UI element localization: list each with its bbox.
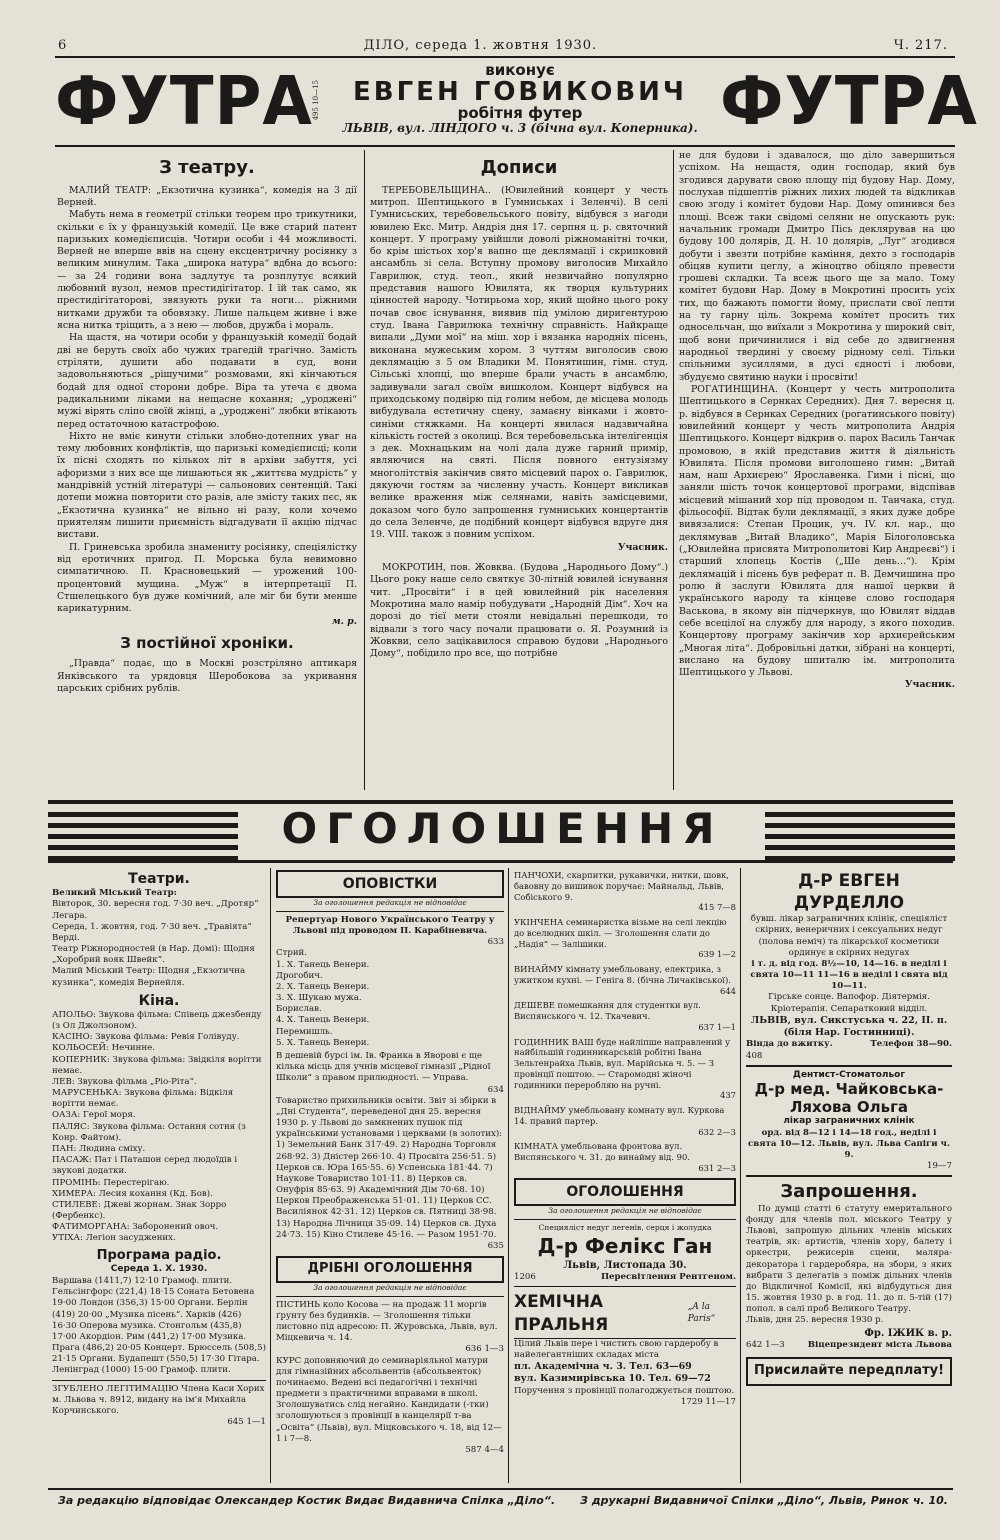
ads-column-4: Д-Р ЕВГЕН ДУРДЕЛЛО бувш. лікар заграничних клінік, спеціяліст скірних, венеричних і сексуальних недуг (полова неміч) та лікарської косметики ординує в скірних недугах і т. д. від год. 8½—10, 14—16. в неділі і свята 10—11 11—16 в неділі і свята від 10—11. Гірське сонце. Вапофор. Діятермія. Кріотерапія. Сепаратковий відділ. ЛЬВІВ, вул. Сикстуська ч. 22, ІІ. п. (біля Нар. Гостинниці). Вінда до вжитку. Телефон 38—90. 408 Дентист-Стоматольог Д-р мед. Чайковська-Ляхова Ольга лікар заграничних клінік орд. від 8—12 і 14—18 год., неділі і свята 10—12. Львів, вул. Льва Сапіги ч. 9. 19—7 Запрошення. По думці статті 6 статуту емеритального фонду для членів пол. міського Театру у Львові, запрошую дільних членів міських театрів, як: артистів, членів хору, балету і оркестри, режисерів сцени, маляра-декоратора і гардеробяра, на збори, з яких вибрати 3 делегатів з поміж дільних членів до Відкличної Комісії, які відбудуться дня 15. жовтня 1930 р. в год. 11. до п. 5-тій (17) попол. в салі проб Великого Театру. Львів, дня 25. вересня 1930 р. Фр. ІЖИК в. р. 642 1—3 Віцепрезидент міста Львова Присилайте передплату! <box>746 870 952 1482</box>
fur-title-left: ФУТРА <box>55 63 313 141</box>
dopysy-rohatyn: РОГАТИНЩИНА. (Концерт у честь митрополита Шептицького в Сернках Середних). Дня 7. вересня ц. р. відбувся в Сернках Середних (рогатинського повіту) ювилейний концерт у честь митрополита Андрія Шептицького. Концерт відкрив о. парох Василь Танчак промовою, в якій представив життя й діяльність Ювилята. Після промови виголошено гимн: „Витай нам, наш Архиєрею“ Ярославенка. Гимн і пісні, що заняли шість точок концертової програми, відспівав місцевий мішаний хор під проводом п. Танчака, студ. фільософії. Відтак були деклямації, з яких дуже добре вивязалися: Степан Процик, уч. IV. кл. нар., що деклямував „Витай Владико“, Марія Білоголовська („Ювилейна присвята Митрополитові Кир Андреєві“) і старший хлопець Костів („Ше день…“). Крім деклямацій і пісень був реферат п. В. Демчишина про ролю й заслуги Ювилята для нашої церкви й українського народу та кінцеве слово господаря Васькова, в якому він підчеркнув, що Ювилят віддав себе всецілої на службу для народу, з якого походив. Концертову програму закінчив хор архиєрейським „Многая літа“. Добровільні датки, зібрані на концерті, вислано на будову шпиталю ім. митрополита Шептицького у Львові. <box>679 383 955 679</box>
fur-ad-name: ЕВГЕН ГОВИКОВИЧ <box>353 76 687 107</box>
cinema-listing: ОАЗА: Герої моря. <box>52 1110 136 1121</box>
radio-date: Середа 1. Х. 1930. <box>110 1264 208 1275</box>
banner-stripes-right <box>765 812 955 861</box>
teacher-ad: УКІНЧЕНА семинаристка візьме на селі лекцію до вселюдних шкіл. — Зголошення слати до „Надія“ — Залішики. 639 1—2 <box>514 917 736 960</box>
cinema-listing: УТІХА: Легіон засуджених. <box>52 1233 176 1244</box>
col-divider-2 <box>673 150 674 790</box>
chronicle-title: З постійної хроніки. <box>120 633 294 652</box>
theatre-listing: Театр Ріжнородностей (в Нар. Домі): Щодня „Хоробрий вояк Швейк“. <box>52 944 255 966</box>
doctor-han-name: Д-р Фелікс Ган <box>537 1234 713 1259</box>
dentist-title: Дентист-Стоматольог <box>792 1069 906 1080</box>
header-rule <box>55 56 955 58</box>
pistyn-ad: ПІСТИНЬ коло Косова — на продаж 11 моргів ґрунту без будинків. — Зголошення тільки листовно під адресою: П. Журовська, Львів, вул. Міцкевича ч. 14. <box>276 1299 498 1344</box>
repertoire-code: 633 <box>487 937 504 948</box>
ad-divider-3 <box>740 868 741 1483</box>
durdello-extra: Гірське сонце. Вапофор. Діятермія. Кріотерапія. Сепаратковий відділ. <box>768 992 930 1014</box>
dopysy-sign-1: Учасник. <box>617 541 668 553</box>
theatre-sign: м. р. <box>331 615 357 627</box>
theatres-title: Театри. <box>128 871 190 887</box>
watchmaker-ad: ГОДИННИК ВАШ буде найліпше направлений у найбільшій годинникарській робітні Івана Зельтенрайха Львів, вул. Марійська ч. 5. — З провінції поштою. — Старомодні жіночі годинники переробляю на ручні. 437 <box>514 1036 736 1101</box>
dopysy-mokrotyn-cont: не для будови і здавалося, що діло завершиться успіхом. На нещастя, один господар, який був згодився дарувати свою площу під будову Нар. Дому, послухав підшептів ріжних лихих людей та відкликав свою згоду і комітет будови Нар. Дому опинився без площі. Всеж таки свідомі селяни не опускають рук: начальник громади Дмитро Пісь деклярував на цю будову 100 долярів, Д. Н. 10 долярів, „Луг“ згодився добути і звезти потрібне каміння, дехто з господарів обіцяв купити цеглу, а жіноцтво обіцяло превести грошеві складки. Та всеж цього ще за мало. Тому комітет будови Нар. Дому в Мокротині просить усіх тих, що бажають помогти йому, прислати свої лепти на ту гарну ціль. Зокрема комітет просить тих односельчан, що виїхали з Мокротина у широкий світ, щоб вони причинилися і від себе до здвигнення народньої твердині у своєму рідному селі. Тільки спільними зусиллями, в дусі єдності і любови, збудуємо святиню науки і просвіти! <box>679 150 955 383</box>
course-code: 587 4—4 <box>465 1444 504 1455</box>
page-footer <box>58 1494 948 1507</box>
course-ad: КУРС доповняючий до семинаріяльної матури для гімназійних абсольвентів (абсольвенток) починаємо. Ведені всі педагогічні і технічні предмети з практичними вправами в школі. Зголошуватись слід негайно. Кандидати (-тки) зголошуються з провінції в канцелярії т-ва „Освіта“ (Львів), вул. Міцковського ч. 18, від 12—1 і 7—8. <box>276 1355 502 1444</box>
ads-banner: ОГОЛОШЕННЯ <box>281 804 724 853</box>
cinema-listing: КОЛЬОСЕЙ: Нечинне. <box>52 1043 155 1054</box>
room-ad-1: ВИНАЙМУ кімнату умебльовану, електрика, з ужитком кухні. — Геніга 8. (бічна Личаківської). 644 <box>514 964 736 996</box>
dopysy-title: Дописи <box>480 157 558 178</box>
repertoire-item: Перемишль. <box>276 1026 333 1037</box>
repertoire-item: 3. Х. Шукаю мужа. <box>276 993 362 1004</box>
stockings-ad: ПАНЧОХИ, скарпитки, рукавички, нитки, шовк, бавовну до вишивок поручає: Майнальд, Львів, Собіського 9. 415 7—8 <box>514 870 736 913</box>
banner-stripes-left <box>48 812 238 861</box>
cinema-listing: ФАТИМОРГАНА: Заборонений овоч. <box>52 1222 219 1233</box>
pistyn-code: 636 1—3 <box>465 1344 504 1355</box>
small-ads-title: ДРІБНІ ОГОЛОШЕННЯ <box>276 1256 504 1283</box>
repertoire-item: Стрий. <box>276 948 308 959</box>
durdello-address: ЛЬВІВ, вул. Сикстуська ч. 22, ІІ. п. (біля Нар. Гостинниці). <box>750 1014 948 1039</box>
dopysy-column-3 <box>679 150 955 790</box>
lost-id-ad: ЗГУБЛЕНО ЛЕГІТИМАЦІЮ Члена Каси Хорих м. Львова ч. 8912, видану на ім'я Михайла Корчинського. <box>52 1383 265 1416</box>
society-report: Товариство прихильників освіти. Звіт зі збірки в „Дні Студента“, переведеної дня 25. вересня 1930 р. у Львові до замкнених пушок під українськими установами і церквами (в золотих): 1) Земельний Банк 317·49. 2) Народна Торговля 268·92. 3) Дністер 266·10. 4) Просвіта 256·51. 5) Церков св. Юра 165·55. 6) Успенська 181·44. 7) Наукове Товариство 101·11. 8) Церков св. Онуфрія 85·63. 9) Академічний Дім 70·68. 10) Церков Преображенська 51·01. 11) Церков СС. Василіянок 42·31. 12) Церков св. Пятниці 38·98. 13) Народна Лічниця 35·09. 14) Церков св. Духа 24·73. 15) Кіно Стилеве 45·16. — Разом 1951·70. <box>276 1095 503 1240</box>
dopysy-mokrotyn: МОКРОТИН, пов. Жовква. (Будова „Народнього Дому“.) Цього року наше село святкує 30-літній ювилей існування чит. „Просвіти“ і в цей ювилейний рік населення Мокротина мало намір побудувати „Народній Дім“. Хоч на дорозі до тієї мети стояли невідальні перешкоди, то відвали з того часу почали працювати о. Я. Розумний із Жовкви, село зацікавилося справою будови „Народнього Дому“, побідило про все, що потрібне <box>370 561 668 660</box>
bursa-code: 634 <box>487 1084 504 1095</box>
fur-ad-code: 495 10—15 <box>312 80 320 121</box>
durdello-title: Д-Р ЕВГЕН ДУРДЕЛЛО <box>793 871 905 914</box>
repertoire-item: Борислав. <box>276 1004 322 1015</box>
issue-number: Ч. 217. <box>893 38 948 53</box>
society-code: 635 <box>487 1240 504 1251</box>
repertoire-item: 2. Х. Танець Венери. <box>276 981 370 992</box>
theatre-para-1: Мабуть нема в геометрії стільки теорем про трикутники, скільки є їх у французькій комедії. Це вже старий патент паризьких комедієписців. Чотири особи і 44 можливості. Верней не вперше ввів на сцену ексцентричну росіянку з великим минулим. Така „широка натура“ вдбна до всього: — за 24 години вона задлутує та розплутує всякий любовний вузол, немов престидігітатор. І їй так само, як престидігітаторові, звязують руки та ноги… ріжними нитками дружби та обовязку. Лише пальцем живне і вже ясна нитка тріщить, а з нею — любов, дружба і мораль. <box>57 209 357 332</box>
cinema-listing: ЛЕВ: Звукова фільма „Ріо-Ріта“. <box>52 1076 197 1087</box>
theatre-listing: Середа, 1. жовтня, год. 7·30 веч. „Травіята“ Верді. <box>52 921 252 943</box>
durdello-code: 408 <box>746 1050 763 1061</box>
dentist-name: Д-р мед. Чайковська-Ляхова Ольга <box>754 1080 944 1116</box>
fur-ad-address: ЛЬВІВ, вул. ЛІНДОГО ч. 3 (бічна вул. Коперника). <box>342 120 698 135</box>
durdello-text: бувш. лікар заграничних клінік, спеціяліст скірних, венеричних і сексуальних недуг (полова неміч) та лікарської косметики ординує в скірних недугах <box>750 914 948 958</box>
repertoire-item: 4. Х. Танець Венери. <box>276 1015 370 1026</box>
ads-column-2 <box>276 870 504 1480</box>
room-ad-3: КІМНАТА умебльована фронтова вул. Виспянського ч. 31. до винайму від. 90. 631 2—3 <box>514 1141 736 1173</box>
cinema-listing: СТИЛЕВЕ: Джеві жорнам. Знак Зорро (Фербенкс). <box>52 1199 227 1222</box>
student-lodging-ad: ДЕШЕВЕ помешкання для студентки вул. Виспянського ч. 12. Ткачевич. 637 1—1 <box>514 1000 736 1032</box>
theatre-lead: МАЛИЙ ТЕАТР: „Екзотична кузинка“, комедія на 3 дії Верней. <box>57 184 357 208</box>
ads-column-3 <box>514 870 736 1480</box>
cinema-listing: АПОЛЬО: Звукова фільма: Співець джезбенду (з Ол Джолзоном). <box>52 1009 262 1032</box>
cinema-listing: ПАН: Людина сміху. <box>52 1143 146 1154</box>
fur-ad-line1: виконує <box>485 61 555 79</box>
theatre-column <box>57 150 357 790</box>
invitation-text: По думці статті 6 статуту емеритального фонду для членів пол. міського Театру у Львові, запрошую дільних членів міських театрів, як: артистів, членів хору, балету і оркестри, режисерів сцени, маляра-декоратора і гардеробяра, на збори, з яких вибрати 3 делегатів з поміж дільних членів до Відкличної Комісії, які відбудуться дня 15. жовтня 1930 р. в год. 11. до п. 5-тій (17) попол. в салі проб Великого Театру. <box>746 1203 952 1315</box>
bursa-ad: В дешевій бурсі ім. Ів. Франка в Яворові є ще кілька місць для учнів місцевої гімназії „Рідної Школи“ з правом прилюдності. — Управа. <box>276 1051 491 1084</box>
repertoire-item: Дрогобич. <box>276 970 323 981</box>
page-header <box>58 38 948 53</box>
lost-id-code: 645 1—1 <box>227 1417 266 1428</box>
dopysy-sign-3: Учасник. <box>904 679 955 691</box>
fur-ad-line3: робітня футер <box>457 104 583 123</box>
theatre-para-4: П. Гриневська зробила знамениту росіянку, спеціялістку від еротичних пригод. П. Морська була невимовно симпатичною. П. Красновецький — урожений 100-процентовий мущина. „Муж“ в інтерпретації П. Стшелецького був дуже комічний, але міг би бути менше карикатурним. <box>57 541 357 615</box>
ad-divider-2 <box>508 868 509 1483</box>
cinema-listing: ПАСАЖ: Пат і Паташон серед людоїдів і звукові додатки. <box>52 1155 238 1177</box>
repertoire-item: 1. Х. Танець Венери. <box>276 959 370 970</box>
ads-note-2: За оголошення редакція не відповідає <box>548 1205 702 1215</box>
fur-title-right: ФУТРА <box>720 63 978 141</box>
theatre-para-3: Ніхто не вміє кинути стільки злобно-дотепних уваг на тему любовних конфліктів, що паризькі комедієписці; коли їх пісні сходять по кількох літ в архіви забуття, усі афоризми з них все ще лишаються як „життєва мудрість“ у мандрівній устній літературі — сальонових сентенцій. Такі дотепи можна повторити сто разів, але змісту таких пєс, як „Екзотична кузинка“ не вільно ні разу, коли хочемо приятелям лишити приємність відгадувати її акцію підчас вистави. <box>57 430 357 541</box>
theatre-para-2: На щастя, на чотири особи у французькій комедії бодай дві не беруть своїх або чужих трагедій трагічно. Замість стріляти, душити або подавати в суд, вони задовольняються „рішучими“ розмовами, які кінчаються бодай для одної сторони добре. Віра та утеча є двома радикальними ліками на нещасне кохання; „уроджені“ мужі вірять сліпо своїй жінці, а „уроджені“ любки втікають перед остаточною катастрофою. <box>57 332 357 430</box>
chronicle-text: „Правда“ подає, що в Москві розстріляно аптикаря Янківського та урядовця Шеробокова за укривання царських срібних рублів. <box>57 658 357 695</box>
laundry-ad: ХЕМІЧНА ПРАЛЬНЯ „A la Paris“ Цілий Львів пере і чистить свою гардеробу в найелегантніших складах міста пл. Академічна ч. 3. Тел. 63—69 вул. Казимирівська 10. Тел. 69—72 Поручення з провінції полагоджується поштою. 1729 11—17 <box>514 1292 736 1407</box>
top-rule <box>55 145 955 147</box>
col-divider-1 <box>364 150 365 790</box>
announcements-note: За оголошення редакція не відповідає <box>313 898 467 908</box>
room-ad-2: ВІДНАЙМУ умебльовану комнату вул. Куркова 14. правий партер. 632 2—3 <box>514 1105 736 1137</box>
cinema-listing: ПРОМІНЬ: Перестерігаю. <box>52 1177 170 1188</box>
banner-rule-bottom <box>48 860 953 863</box>
fur-ad-center <box>335 63 705 134</box>
masthead: ДІЛО, середа 1. жовтня 1930. <box>363 38 598 53</box>
dopysy-column <box>370 150 668 790</box>
cinema-listing: ПАЛЯС: Звукова фільма: Остання сотня (з Конр. Файтом). <box>52 1121 246 1143</box>
repertoire-item: 5. Х. Танець Венери. <box>276 1037 370 1048</box>
dopysy-terebovlya: ТЕРЕБОВЕЛЬЩИНА.. (Ювилейний концерт у честь митроп. Шептицького в Гумниськах і Зеленчі). В селі Гумнисьских, теребовельського повіту, відбувся з нагоди ювилею Екс. Митр. Андрія дня 17. серпня ц. р. святочний концерт. У програму увійшли доволі ріжноманітні точки, бо крім шістьох хор'я вапно ще деклямації і скрипковий ансамбль зі села. Вступну промову виголосив Михайло Гаврилюк, студ. теол., який незвичайно популярно представив нашого Ювилята, як творця культурних цінностей народу. Чотирьома хор, який щойно цього року почав своє існування, виявив під умілою диригентурою студ. Івана Гаврилюка технічну справність. Найкраще випали „Думи мої“ на міш. хор і вязанка народніх пісень, виконана мужеським хором. З чуттям виголосив свою деклямацію з 5 ом Владики М. Понятишин, гімн. студ. Сільські хлопці, що вперше брали участь в ансамблю, задивували загал своїм вишколом. Концерт відбувся на приходському подвірю під голим небом, де місцева молодь вибудувала естетичну сцену, замаєну вінками і жовто-синіми стяжками. На концерті явилася надзвичайна кількість гостей з околиці. Вся теребовельська інтелігенція з дек. Мохнацьким на чолі дала дуже гарний примір, являючися на святі. Після повного ентузіязму многолітствія закінчив свято місцевий парох о. Гаврилюк, дякуючи гостям за численну участь. Концерт викликав велике враження між селянами, навіть замісцевими, доказом чого було запрошення гумниських концертантів до села Зеленче, де подібний концерт відбувся вдруге дня 19. VIII. також з повним успіхом. <box>370 184 668 541</box>
invitation-title: Запрошення. <box>780 1181 918 1203</box>
radio-program: Варшава (1411,7) 12·10 Грамоф. плити. Гельсінгфорс (221,4) 18·15 Соната Бетовена 19·00 Лондон (356,3) 15·00 Органи. Берлін (419) 20·00 „Музика пісень“. Харків (426) 16·30 Оперова музика. Стонгольм (435,8) 17·00 Акордіон. Рим (441,2) 17·00 Музика. Прага (486,2) 20·05 Концерт. Брюссель (508,5) 21·15 Органи. Будапешт (550,5) 17·30 Гітара. Ленінград (1000) 15·00 Грамоф. плити. <box>52 1276 266 1376</box>
cinema-listing: КАСІНО: Звукова фільма: Ревія Голівуду. <box>52 1032 240 1043</box>
footer-rule <box>48 1488 953 1490</box>
ad-divider-1 <box>270 868 271 1483</box>
subscribe-box: Присилайте передплату! <box>746 1357 952 1386</box>
ads-title-2: ОГОЛОШЕННЯ <box>514 1178 736 1206</box>
ads-column-1 <box>52 870 266 1480</box>
footer-editor: За редакцію відповідає Олександер Костик Видає Видавнича Спілка „Діло“. <box>58 1494 556 1507</box>
cinema-listing: МАРУСЕНЬКА: Звукова фільма: Відкіля ворітти немає. <box>52 1088 234 1110</box>
laundry-title: ХЕМІЧНА ПРАЛЬНЯ <box>514 1292 609 1335</box>
repertoire-title: Репертуар Нового Українського Театру у Львові під проводом П. Карабіневича. <box>285 914 495 937</box>
small-ads-note: За оголошення редакція не відповідає <box>313 1282 467 1292</box>
doctor-han-ad: Специяліст недуг легенів, серця і жолудка Д-р Фелікс Ган Львів, Листопада 30. 1206 Пересвітлення Рентгеном. <box>514 1219 736 1287</box>
theatre-listing: Вівторок, 30. вересня год. 7·30 веч. „Дротяр“ Легара. <box>52 899 259 921</box>
cinema-listing: КОПЕРНИК: Звукова фільма: Звідкіля ворітти немає. <box>52 1054 262 1076</box>
cinema-listing: ХИМЕРА: Лесия кохання (Кд. Бов). <box>52 1188 213 1199</box>
page-number: 6 <box>58 38 68 53</box>
theatre-listing: Малий Міський Театр: Щодня „Екзотична кузинка“, комедія Вернейля. <box>52 966 246 988</box>
dentist-hours: орд. від 8—12 і 14—18 год., неділі і свята 10—12. Львів, вул. Льва Сапіги ч. 9. <box>748 1127 950 1160</box>
durdello-hours: і т. д. від год. 8½—10, 14—16. в неділі і свята 10—11 11—16 в неділі і свята від 10—11. <box>750 958 948 992</box>
theatre-title: З театру. <box>159 157 255 178</box>
cinema-title: Кіна. <box>138 992 180 1009</box>
theatre-listing: Великий Міський Театр: <box>52 888 177 899</box>
radio-title: Програма радіо. <box>96 1247 222 1263</box>
announcements-title: ОПОВІСТКИ <box>276 870 504 898</box>
footer-printer: З друкарні Видавничої Спілки „Діло“, Львів, Ринок ч. 10. <box>580 1494 948 1507</box>
